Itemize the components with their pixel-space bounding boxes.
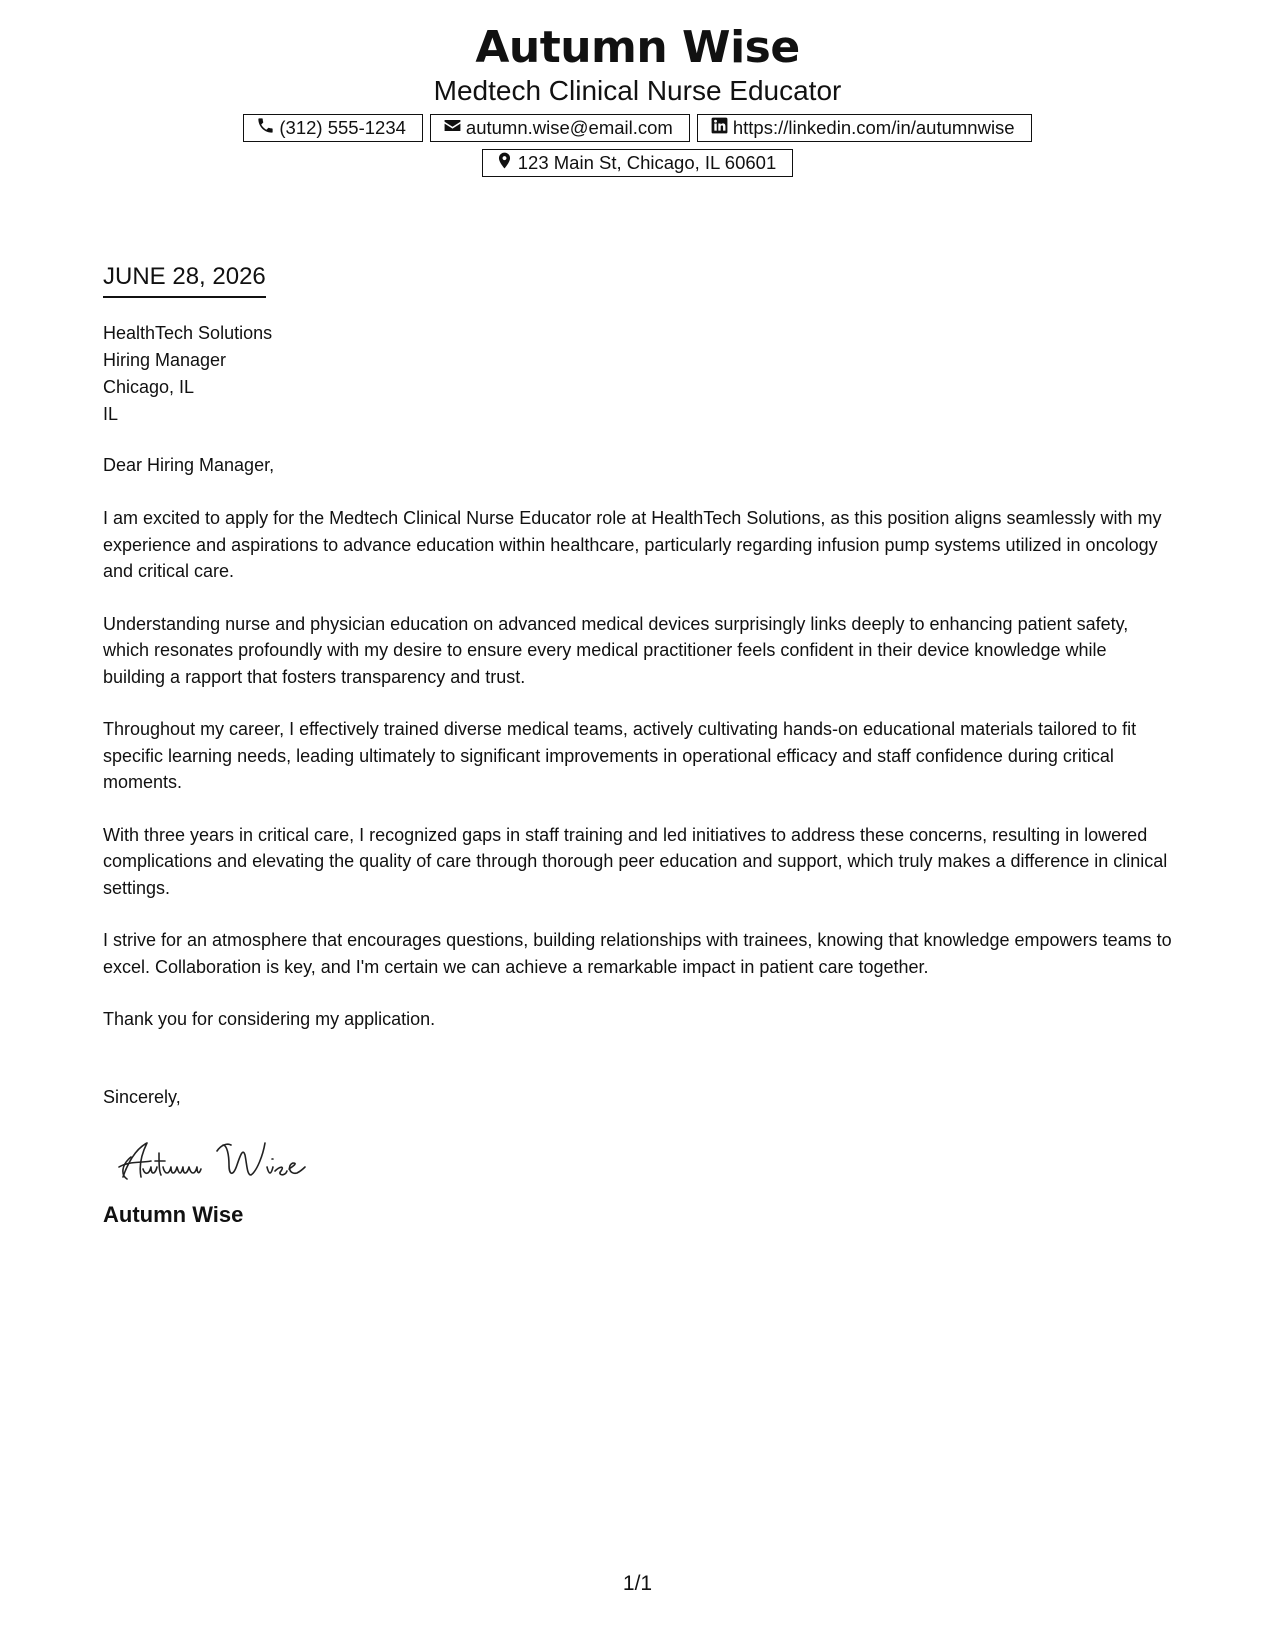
paragraph-1: I am excited to apply for the Medtech Clinical Nurse Educator role at HealthTech Solutions, as this position aligns seamlessly with my experience and aspirations to advance education within healthcare, particularly regarding infusion pump systems utilized in oncology and critical care.	[103, 508, 1162, 581]
signer-name: Autumn Wise	[103, 1202, 244, 1227]
contact-row	[0, 114, 1275, 142]
email-chip	[430, 114, 690, 142]
recipient-company: HealthTech Solutions	[103, 323, 273, 343]
envelope-icon	[443, 116, 466, 140]
linkedin-text: https://linkedin.com/in/autumnwise	[732, 117, 1015, 138]
paragraph-5: I strive for an atmosphere that encourages questions, building relationships with trainees, knowing that knowledge empowers teams to excel. Collaboration is key, and I'm certain we can achieve a remarkable impact in patient care together.	[103, 930, 1172, 977]
address-text: 123 Main St, Chicago, IL 60601	[517, 152, 777, 173]
address-chip	[482, 149, 794, 177]
recipient-city: Chicago, IL	[103, 377, 195, 397]
closing-thanks: Thank you for considering my application.	[103, 1009, 436, 1029]
map-marker-icon	[495, 151, 518, 175]
applicant-title: Medtech Clinical Nurse Educator	[433, 75, 842, 106]
letter-body	[103, 262, 1173, 1229]
recipient-contact: Hiring Manager	[103, 350, 227, 370]
recipient-state: IL	[103, 404, 119, 424]
letter-header	[0, 22, 1275, 177]
linkedin-icon	[710, 116, 733, 140]
recipient-block	[103, 320, 1173, 428]
address-row	[0, 149, 1275, 177]
paragraph-3: Throughout my career, I effectively trained diverse medical teams, actively cultivating hands-on educational materials tailored to fit specific learning needs, leading ultimately to significant improvements in operational efficacy and staff confidence during critical moments.	[103, 719, 1137, 792]
paragraph-2: Understanding nurse and physician education on advanced medical devices surprisingly links deeply to enhancing patient safety, which resonates profoundly with my desire to ensure every medical practitioner feels confident in their device knowledge while building a rapport that fosters transparency and trust.	[103, 613, 1129, 687]
sign-off: Sincerely,	[103, 1087, 181, 1107]
phone-chip	[243, 114, 423, 142]
email-text: autumn.wise@email.com	[465, 117, 673, 138]
phone-text: (312) 555-1234	[279, 117, 406, 138]
linkedin-chip	[697, 114, 1032, 142]
page-number: 1/1	[622, 1572, 653, 1595]
phone-icon	[256, 116, 279, 140]
salutation: Dear Hiring Manager,	[103, 455, 275, 475]
letter-date: JUNE 28, 2026	[103, 262, 266, 298]
applicant-name: Autumn Wise	[475, 22, 800, 73]
handwritten-signature	[117, 1135, 357, 1187]
paragraph-4: With three years in critical care, I recognized gaps in staff training and led initiatives to address these concerns, resulting in lowered complications and elevating the quality of care through thorough peer education and support, which truly makes a difference in clinical settings.	[103, 824, 1168, 898]
